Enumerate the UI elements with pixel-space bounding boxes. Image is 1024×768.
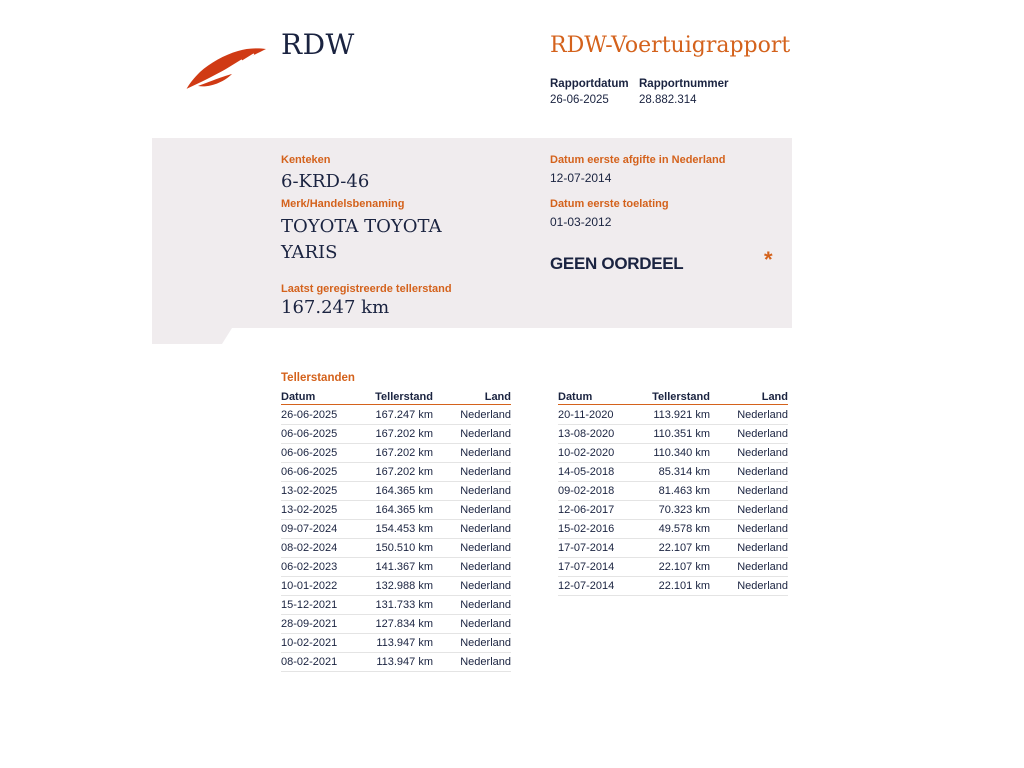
cell-date: 13-02-2025 [281, 501, 361, 520]
cell-country: Nederland [433, 596, 511, 615]
cell-odometer: 132.988 km [361, 577, 433, 596]
table-row [558, 405, 788, 425]
cell-odometer: 154.453 km [361, 520, 433, 539]
plate-label: Kenteken [281, 154, 331, 166]
table-row [281, 444, 511, 463]
cell-date: 10-01-2022 [281, 577, 361, 596]
verdict-asterisk: * [764, 247, 773, 272]
readings-title: Tellerstanden [281, 372, 355, 384]
cell-date: 13-08-2020 [558, 425, 638, 444]
brand-name: RDW [281, 28, 355, 61]
table-row [281, 425, 511, 444]
table-row [281, 463, 511, 482]
table-row [281, 558, 511, 577]
cell-country: Nederland [433, 501, 511, 520]
cell-country: Nederland [710, 520, 788, 539]
cell-country: Nederland [433, 653, 511, 672]
cell-odometer: 22.101 km [638, 577, 710, 596]
column-header-date: Datum [281, 389, 361, 405]
cell-country: Nederland [710, 482, 788, 501]
table-row [281, 653, 511, 672]
cell-odometer: 49.578 km [638, 520, 710, 539]
table-header-row [281, 389, 511, 405]
first-issue-nl-label: Datum eerste afgifte in Nederland [550, 154, 726, 166]
cell-date: 06-06-2025 [281, 444, 361, 463]
readings-table-right [558, 389, 788, 596]
cell-odometer: 22.107 km [638, 539, 710, 558]
cell-date: 08-02-2021 [281, 653, 361, 672]
report-number-label: Rapportnummer [639, 78, 729, 90]
cell-country: Nederland [710, 539, 788, 558]
plate-value: 6-KRD-46 [281, 171, 370, 192]
cell-date: 08-02-2024 [281, 539, 361, 558]
cell-country: Nederland [433, 634, 511, 653]
cell-country: Nederland [433, 444, 511, 463]
vehicle-info-panel [152, 138, 792, 328]
cell-odometer: 164.365 km [361, 501, 433, 520]
cell-date: 06-06-2025 [281, 425, 361, 444]
cell-odometer: 85.314 km [638, 463, 710, 482]
table-row [281, 405, 511, 425]
odometer-label: Laatst geregistreerde tellerstand [281, 283, 452, 295]
cell-country: Nederland [710, 577, 788, 596]
cell-date: 14-05-2018 [558, 463, 638, 482]
cell-date: 09-02-2018 [558, 482, 638, 501]
cell-date: 13-02-2025 [281, 482, 361, 501]
cell-date: 10-02-2020 [558, 444, 638, 463]
cell-odometer: 127.834 km [361, 615, 433, 634]
make-label: Merk/Handelsbenaming [281, 198, 405, 210]
table-row [558, 577, 788, 596]
cell-date: 20-11-2020 [558, 405, 638, 425]
readings-table-left [281, 389, 511, 672]
cell-country: Nederland [710, 463, 788, 482]
column-header-odometer: Tellerstand [361, 389, 433, 405]
report-date-label: Rapportdatum [550, 78, 629, 90]
cell-odometer: 167.247 km [361, 405, 433, 425]
cell-country: Nederland [433, 405, 511, 425]
cell-country: Nederland [433, 520, 511, 539]
make-line2: YARIS [281, 242, 338, 263]
cell-odometer: 22.107 km [638, 558, 710, 577]
cell-odometer: 167.202 km [361, 463, 433, 482]
table-row [558, 501, 788, 520]
cell-date: 12-06-2017 [558, 501, 638, 520]
cell-country: Nederland [433, 577, 511, 596]
cell-odometer: 150.510 km [361, 539, 433, 558]
table-row [281, 596, 511, 615]
cell-date: 10-02-2021 [281, 634, 361, 653]
cell-date: 12-07-2014 [558, 577, 638, 596]
table-row [281, 520, 511, 539]
cell-odometer: 110.351 km [638, 425, 710, 444]
first-admission-label: Datum eerste toelating [550, 198, 669, 210]
cell-odometer: 113.947 km [361, 653, 433, 672]
report-date: 26-06-2025 [550, 94, 609, 106]
table-row [558, 482, 788, 501]
table-row [281, 482, 511, 501]
cell-odometer: 113.921 km [638, 405, 710, 425]
cell-date: 06-06-2025 [281, 463, 361, 482]
cell-odometer: 164.365 km [361, 482, 433, 501]
panel-tab [152, 328, 222, 344]
cell-country: Nederland [433, 425, 511, 444]
make-line1: TOYOTA TOYOTA [281, 216, 442, 237]
cell-odometer: 113.947 km [361, 634, 433, 653]
cell-country: Nederland [710, 558, 788, 577]
table-row [281, 539, 511, 558]
cell-country: Nederland [433, 482, 511, 501]
feather-icon [184, 46, 268, 92]
cell-country: Nederland [433, 615, 511, 634]
cell-odometer: 110.340 km [638, 444, 710, 463]
cell-date: 26-06-2025 [281, 405, 361, 425]
cell-date: 28-09-2021 [281, 615, 361, 634]
column-header-country: Land [433, 389, 511, 405]
cell-country: Nederland [433, 558, 511, 577]
cell-odometer: 141.367 km [361, 558, 433, 577]
table-row [281, 615, 511, 634]
column-header-odometer: Tellerstand [638, 389, 710, 405]
table-row [558, 558, 788, 577]
report-number: 28.882.314 [639, 94, 697, 106]
table-row [558, 444, 788, 463]
first-issue-nl-value: 12-07-2014 [550, 171, 612, 185]
first-admission-value: 01-03-2012 [550, 215, 612, 229]
cell-date: 09-07-2024 [281, 520, 361, 539]
odometer-verdict: GEEN OORDEEL [550, 254, 684, 273]
table-row [558, 520, 788, 539]
cell-date: 15-12-2021 [281, 596, 361, 615]
cell-country: Nederland [433, 463, 511, 482]
cell-odometer: 167.202 km [361, 425, 433, 444]
table-row [558, 463, 788, 482]
cell-odometer: 131.733 km [361, 596, 433, 615]
table-row [281, 634, 511, 653]
cell-odometer: 81.463 km [638, 482, 710, 501]
cell-country: Nederland [710, 501, 788, 520]
cell-date: 17-07-2014 [558, 539, 638, 558]
cell-date: 17-07-2014 [558, 558, 638, 577]
cell-country: Nederland [710, 444, 788, 463]
cell-country: Nederland [433, 539, 511, 558]
cell-date: 06-02-2023 [281, 558, 361, 577]
column-header-date: Datum [558, 389, 638, 405]
cell-country: Nederland [710, 425, 788, 444]
table-row [281, 577, 511, 596]
odometer-value: 167.247 km [281, 297, 390, 318]
panel-tab-slope [222, 328, 232, 344]
column-header-country: Land [710, 389, 788, 405]
cell-odometer: 167.202 km [361, 444, 433, 463]
table-row [558, 539, 788, 558]
report-title: RDW-Voertuigrapport [550, 33, 791, 58]
cell-odometer: 70.323 km [638, 501, 710, 520]
cell-date: 15-02-2016 [558, 520, 638, 539]
table-row [281, 501, 511, 520]
table-header-row [558, 389, 788, 405]
cell-country: Nederland [710, 405, 788, 425]
table-row [558, 425, 788, 444]
